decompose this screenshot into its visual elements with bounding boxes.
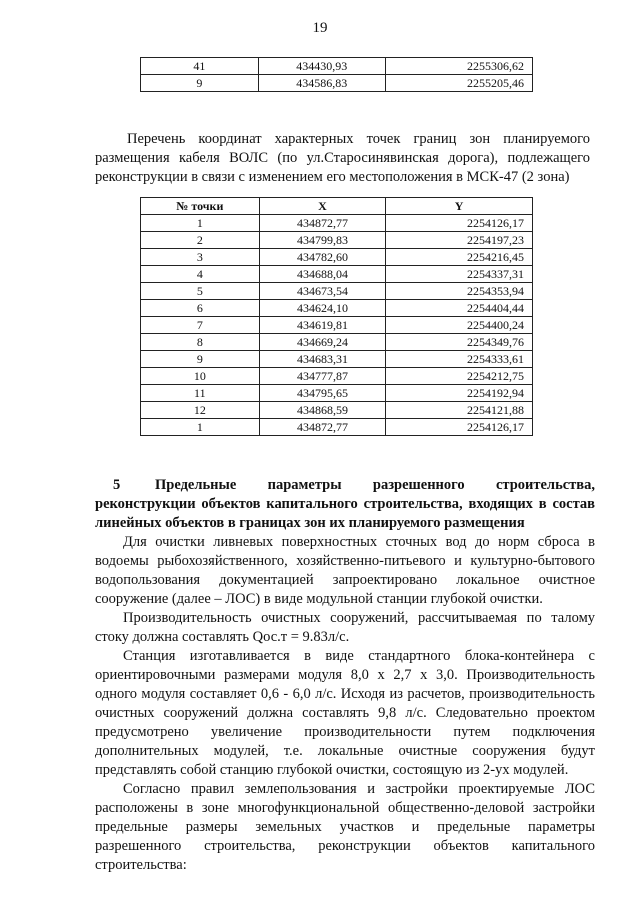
table-row bbox=[141, 232, 533, 249]
table-row bbox=[141, 300, 533, 317]
cell-point: 9 bbox=[141, 75, 259, 92]
paragraph-text: Производительность очистных сооружений, рассчитываемая по талому стоку должна составлять Qос.т = 9.83л/с. bbox=[95, 610, 595, 645]
cell-point: 12 bbox=[141, 402, 260, 419]
paragraph-text: Станция изготавливается в виде стандартного блока-контейнера с ориентировочными размерами модуля 8,0 х 2,7 х 3,0. Производительность одного модуля составляет 0,6 - 6,0 л/с. Исходя из расчетов, производительность очистных сооружений должна составлять 9,8 л/с. Следовательно проектом предусмотрено увеличение производительности путем подключения дополнительных модулей, т.е. локальные очистные сооружения будут представлять собой станцию глубокой очистки, состоящую из 2-ух модулей. bbox=[95, 648, 595, 778]
cell-x: 434782,60 bbox=[259, 249, 386, 266]
cell-x: 434688,04 bbox=[259, 266, 386, 283]
cell-x: 434683,31 bbox=[259, 351, 386, 368]
paragraph bbox=[95, 780, 595, 875]
table-caption bbox=[95, 130, 590, 187]
cell-y: 2254121,88 bbox=[386, 402, 533, 419]
coordinates-table-continued bbox=[140, 57, 533, 92]
cell-point: 1 bbox=[141, 215, 260, 232]
cell-x: 434673,54 bbox=[259, 283, 386, 300]
section-heading bbox=[95, 476, 595, 533]
paragraph bbox=[95, 609, 595, 647]
cell-y: 2254349,76 bbox=[386, 334, 533, 351]
cell-x: 434795,65 bbox=[259, 385, 386, 402]
cell-point: 11 bbox=[141, 385, 260, 402]
table-header-row bbox=[141, 198, 533, 215]
paragraph-text: Для очистки ливневых поверхностных сточных вод до норм сброса в водоемы рыбохозяйственного, хозяйственно-питьевого и культурно-бытового водопользования документацией запроектировано локальное очистное сооружение (далее – ЛОС) в виде модульной станции глубокой очистки. bbox=[95, 534, 595, 607]
cell-y: 2254197,23 bbox=[386, 232, 533, 249]
section-5 bbox=[95, 476, 595, 875]
table-row bbox=[141, 266, 533, 283]
table-row bbox=[141, 58, 533, 75]
table-row bbox=[141, 249, 533, 266]
cell-point: 8 bbox=[141, 334, 260, 351]
cell-x: 434872,77 bbox=[259, 419, 386, 436]
cell-y: 2254126,17 bbox=[386, 215, 533, 232]
cell-x: 434619,81 bbox=[259, 317, 386, 334]
table-row bbox=[141, 75, 533, 92]
table-row bbox=[141, 385, 533, 402]
section-number: 5 bbox=[113, 477, 121, 493]
cell-point: 2 bbox=[141, 232, 260, 249]
cell-point: 9 bbox=[141, 351, 260, 368]
cell-y: 2254212,75 bbox=[386, 368, 533, 385]
cell-x: 434777,87 bbox=[259, 368, 386, 385]
cell-y: 2254216,45 bbox=[386, 249, 533, 266]
coordinates-table bbox=[140, 197, 533, 436]
section-title: Предельные параметры разрешенного строительства, реконструкции объектов капитального строительства, входящих в состав линейных объектов в границах зон их планируемого размещения bbox=[95, 477, 595, 531]
cell-x: 434799,83 bbox=[259, 232, 386, 249]
header-x: X bbox=[259, 198, 386, 215]
cell-x: 434872,77 bbox=[259, 215, 386, 232]
cell-y: 2254337,31 bbox=[386, 266, 533, 283]
table-row bbox=[141, 334, 533, 351]
cell-x: 434430,93 bbox=[258, 58, 385, 75]
page-number: 19 bbox=[312, 20, 328, 36]
cell-x: 434624,10 bbox=[259, 300, 386, 317]
cell-y: 2254353,94 bbox=[386, 283, 533, 300]
cell-y: 2254333,61 bbox=[386, 351, 533, 368]
table-row bbox=[141, 368, 533, 385]
cell-point: 3 bbox=[141, 249, 260, 266]
header-point: № точки bbox=[141, 198, 260, 215]
table-row bbox=[141, 419, 533, 436]
table-row bbox=[141, 215, 533, 232]
cell-point: 4 bbox=[141, 266, 260, 283]
cell-point: 1 bbox=[141, 419, 260, 436]
paragraph bbox=[95, 647, 595, 780]
cell-y: 2255306,62 bbox=[385, 58, 532, 75]
table-row bbox=[141, 283, 533, 300]
cell-point: 5 bbox=[141, 283, 260, 300]
paragraph bbox=[95, 533, 595, 609]
cell-y: 2254400,24 bbox=[386, 317, 533, 334]
cell-x: 434868,59 bbox=[259, 402, 386, 419]
header-y: Y bbox=[386, 198, 533, 215]
cell-point: 10 bbox=[141, 368, 260, 385]
table-row bbox=[141, 402, 533, 419]
cell-y: 2254404,44 bbox=[386, 300, 533, 317]
cell-point: 41 bbox=[141, 58, 259, 75]
table-row bbox=[141, 351, 533, 368]
cell-y: 2255205,46 bbox=[385, 75, 532, 92]
paragraph-text: Согласно правил землепользования и застройки проектируемые ЛОС расположены в зоне многофункциональной общественно-деловой застройки предельные размеры земельных участков и предельные параметры разрешенного строительства, реконструкции объектов капитального строительства: bbox=[95, 781, 595, 873]
table-row bbox=[141, 317, 533, 334]
cell-x: 434669,24 bbox=[259, 334, 386, 351]
cell-y: 2254192,94 bbox=[386, 385, 533, 402]
cell-point: 7 bbox=[141, 317, 260, 334]
cell-x: 434586,83 bbox=[258, 75, 385, 92]
cell-point: 6 bbox=[141, 300, 260, 317]
cell-y: 2254126,17 bbox=[386, 419, 533, 436]
caption-text: Перечень координат характерных точек границ зон планируемого размещения кабеля ВОЛС (по ул.Старосинявинская дорога), подлежащего реконструкции в связи с изменением его местоположения в МСК-47 (2 зона) bbox=[95, 131, 590, 185]
